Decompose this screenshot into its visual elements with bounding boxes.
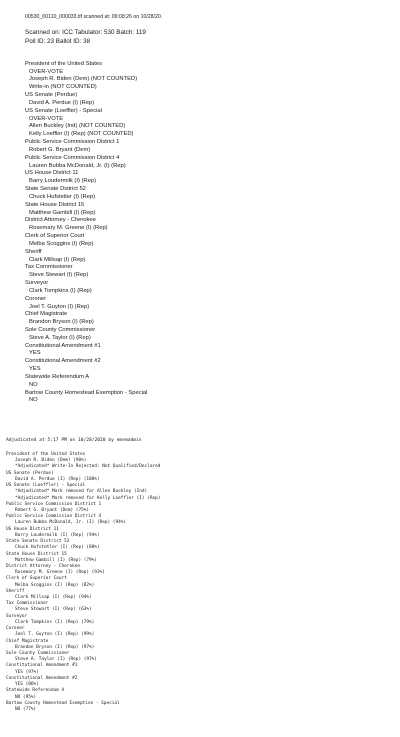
selection-line: Barry Loudermilk (I) (Rep) (94%) [15,532,100,538]
contest-title: Public Service Commission District 1 [25,139,120,146]
contest-title: Sheriff [25,248,42,255]
selection-line: YES [29,366,41,373]
contest-title: State House District 15 [6,551,67,557]
selection-line: *Adjudicated* Write-In Rejected: Not Qualified/Declared [15,464,161,470]
selection-line: Steve Stewart (I) (Rep) (63%) [15,607,92,613]
selection-line: Chuck Hufstetler (I) (Rep) [29,193,96,200]
contest-title: Statewide Referendum A [25,373,90,380]
selection-line: Brandon Bryson (I) (Rep) [29,319,94,326]
contest-title: Sheriff [6,588,25,594]
selection-line: Steve Stewart (I) (Rep) [29,272,89,279]
selection-line: Joel T. Guyton (I) (Rep) [29,303,90,310]
contest-title: US House District 11 [25,170,79,177]
selection-line: Clark Millsap (I) (Rep) (94%) [15,595,92,601]
contest-title: President of the United States [6,452,86,457]
contest-title: State Senate District 52 [6,539,70,545]
selection-line: Joseph R. Biden (Dem) (90%) [15,458,87,464]
selection-line: Allen Buckley (Ind) (NOT COUNTED) [29,123,126,130]
selection-line: David A. Perdue (I) (Rep) [29,99,95,106]
selection-line: Matthew Gambill (I) (Rep) (79%) [15,557,97,563]
selection-line: Lauren Bubba McDonald, Jr. (I) (Rep) [29,162,126,169]
contest-title: Clerk of Superior Court [25,233,85,240]
selection-line: YES [29,350,41,357]
selection-line: OVER-VOTE [29,115,64,122]
contest-title: Constitutional Amendment #1 [25,342,101,349]
selection-line: Matthew Gambill (I) (Rep) [29,209,96,216]
contest-title: Statewide Referendum A [6,688,65,694]
selection-line: NO (95%) [15,694,37,700]
selection-line: Steve A. Taylor (I) (Rep) [29,334,91,341]
contest-title: Clerk of Superior Court [6,576,67,582]
selection-line: Barry Loudermilk (I) (Rep) [29,178,97,185]
contest-title [25,53,147,61]
selection-line: NO [29,397,38,404]
contest-title: Chief Magistrate [25,311,68,318]
contest-title: State Senate District 52 [25,186,86,193]
selection-line: YES (86%) [15,682,39,688]
adjudication-header: Adjudicated at 5:17 PM on 10/28/2020 by ememadmin [6,438,142,443]
scan-info-line: Poll ID: 23 Ballot ID: 38 [25,37,91,45]
selection-line: Joseph R. Biden (Dem) (NOT COUNTED) [29,76,138,83]
selection-line: *Adjudicated* Mark removed for Kelly Loeffler (I) (Rep) [15,495,161,501]
contest-title: US House District 11 [6,526,59,532]
selection-line: Steve A. Taylor (I) (Rep) (97%) [15,657,97,663]
selection-line: Kelly Loeffler (I) (Rep) (NOT COUNTED) [29,131,134,138]
selection-line: Brandon Bryson (I) (Rep) (97%) [15,644,95,650]
selection-line: NO [29,381,38,388]
selection-line: Clark Millsap (I) (Rep) [29,256,86,263]
selection-line: Melba Scoggins (I) (Rep) [29,240,94,247]
selection-line: Melba Scoggins (I) (Rep) (82%) [15,582,95,588]
contest-title: Public Service Commission District 4 [6,514,102,520]
scan-header: 00530_00110_000033.tif scanned at: 09:08:26 on 10/28/20. [25,14,163,20]
selection-line: YES (97%) [15,669,39,675]
contest-title: Sole County Commissioner [25,326,96,333]
selection-line: Joel T. Guyton (I) (Rep) (99%) [15,632,95,638]
contest-title: Bartow County Homestead Exemption - Special [6,700,120,706]
contest-title: Surveyor [6,613,28,619]
contest-title: President of the United States [25,60,103,67]
selection-line: NO (77%) [15,706,37,712]
selection-line: Chuck Hufstetler (I) (Rep) (88%) [15,545,100,551]
contest-title: Sole County Commissioner [6,651,70,656]
selection-line: Write-in (NOT COUNTED) [29,84,97,91]
contest-title: Bartow County Homestead Exemption - Special [25,389,148,396]
selection-line: Rosemary M. Greene (I) (Rep) (93%) [15,570,105,576]
scan-info-line: Scanned on: ICC Tabulator: 530 Batch: 119 [25,29,146,36]
contest-title: Constitutional Amendment #1 [6,663,78,669]
ballot-selections [25,53,147,405]
selection-line: Lauren Bubba McDonald, Jr. (I) (Rep) (94%) [15,520,127,526]
adjudication-results [6,452,160,713]
selection-line: Clark Tompkins (I) (Rep) (79%) [15,619,95,625]
contest-title: Surveyor [25,280,49,287]
selection-line: Robert G. Bryant (Dem) (75%) [15,507,90,513]
contest-title: State House District 15 [25,201,85,208]
contest-title: Coroner [25,295,46,302]
contest-title: US Senate (Perdue) [6,470,54,476]
contest-title: Tax Commissioner [25,264,73,271]
contest-title: Public Service Commission District 4 [25,154,120,161]
selection-line: Robert G. Bryant (Dem) [29,146,91,153]
contest-title: Tax Commissioner [6,601,49,607]
selection-line: *Adjudicated* Mark removed for Allen Buckley (Ind) [15,489,148,495]
selection-line: David A. Perdue (I) (Rep) (100%) [15,476,100,482]
scan-info [25,29,146,46]
contest-title: Coroner [6,626,25,632]
contest-title: District Attorney - Cherokee [6,563,81,569]
contest-title: US Senate (Loeffler) - Special [6,483,86,489]
contest-title: Constitutional Amendment #2 [25,358,101,365]
selection-line: Clark Tompkins (I) (Rep) [29,287,92,294]
contest-title: Chief Magistrate [6,638,49,644]
contest-title: Constitutional Amendment #2 [6,675,78,681]
contest-title: US Senate (Loeffler) - Special [25,107,102,114]
contest-title: Public Service Commission District 1 [6,501,102,507]
selection-line: OVER-VOTE [29,68,64,75]
contest-title: US Senate (Perdue) [25,92,78,99]
contest-title: District Attorney - Cherokee [25,217,96,224]
selection-line: Rosemary M. Greene (I) (Rep) [29,225,108,232]
